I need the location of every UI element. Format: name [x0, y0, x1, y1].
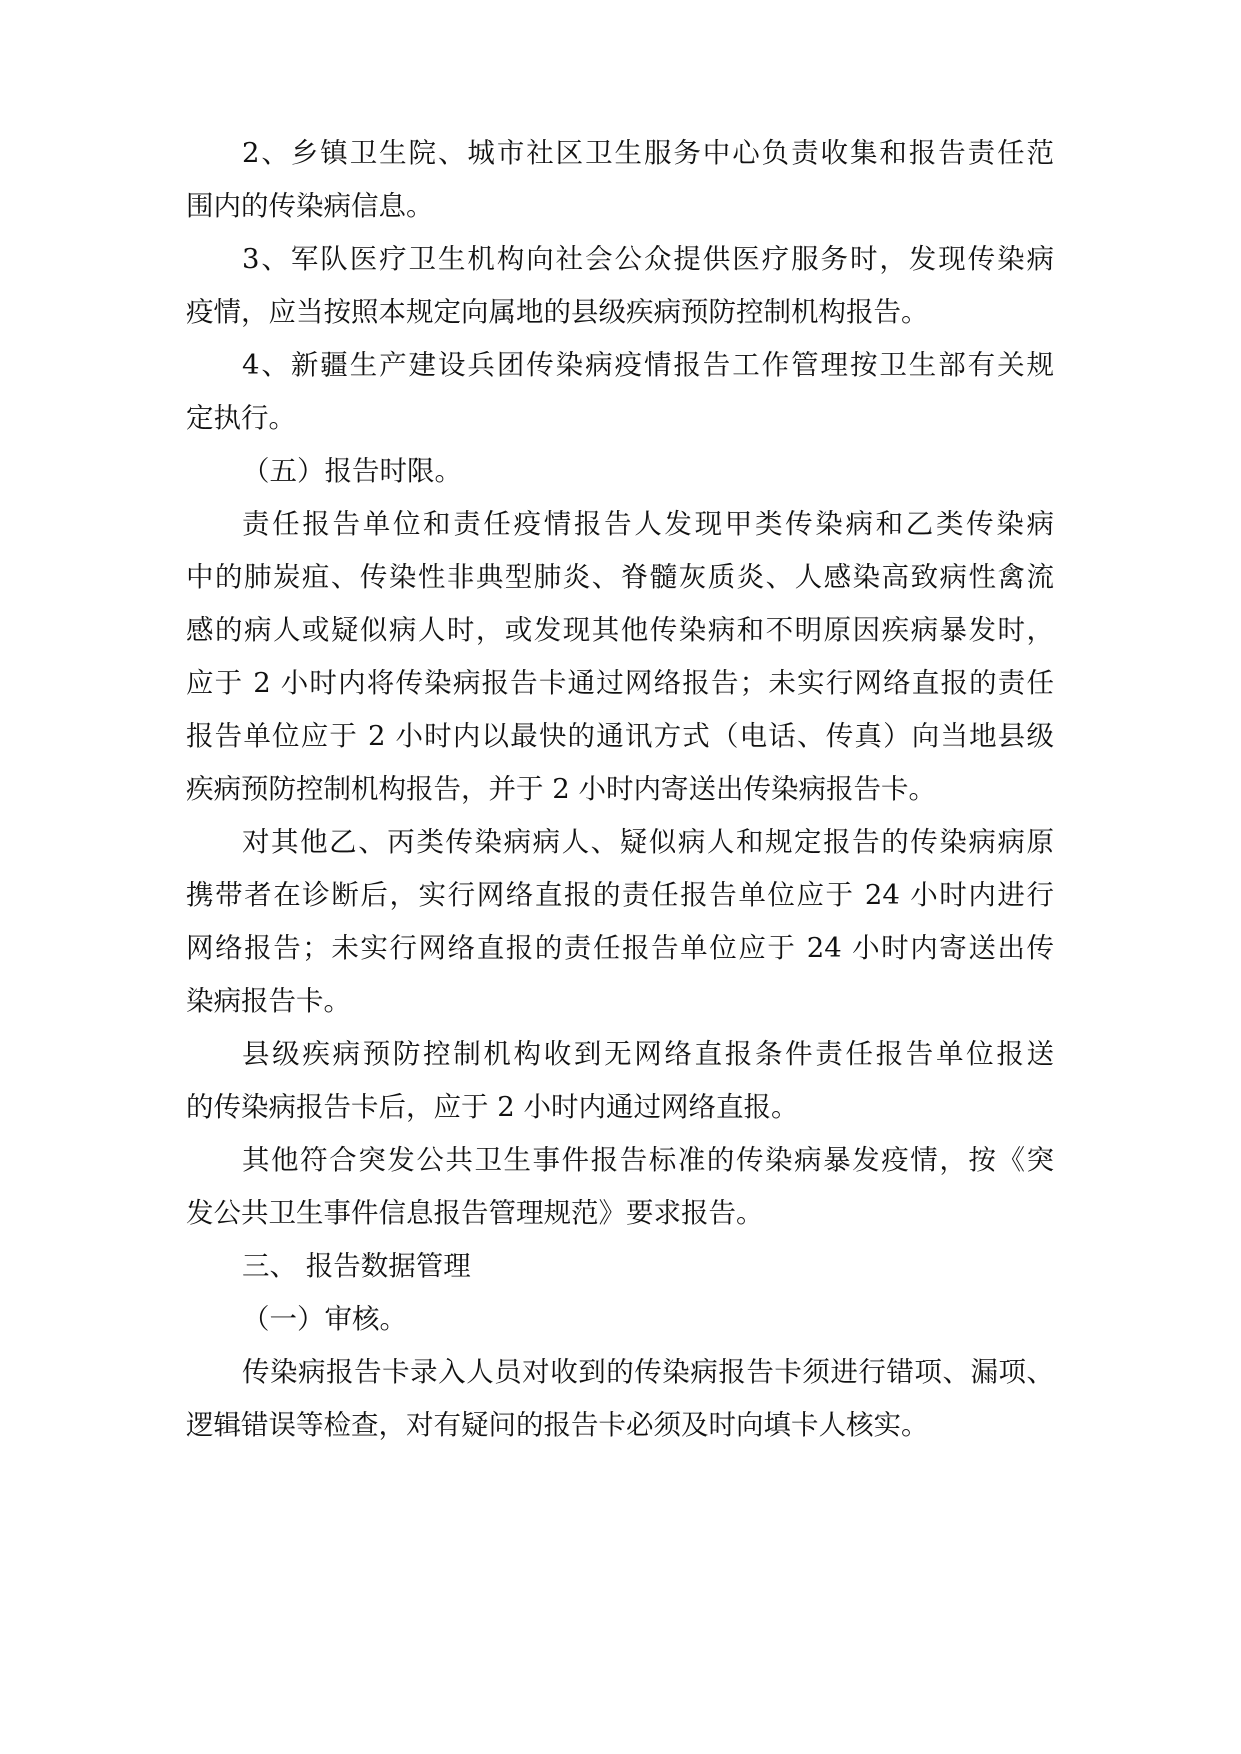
text-line: 责任报告单位和责任疫情报告人发现甲类传染病和乙类传染病 [242, 508, 1054, 540]
text-line: 对其他乙、丙类传染病病人、疑似病人和规定报告的传染病病原 [242, 826, 1054, 858]
text-line: 中的肺炭疽、传染性非典型肺炎、脊髓灰质炎、人感染高致病性禽流 [186, 561, 1054, 593]
text-line: 3、军队医疗卫生机构向社会公众提供医疗服务时，发现传染病 [242, 243, 1054, 275]
text-line: 应于 2 小时内将传染病报告卡通过网络报告；未实行网络直报的责任 [186, 667, 1054, 699]
text-line: 2、乡镇卫生院、城市社区卫生服务中心负责收集和报告责任范 [242, 137, 1054, 169]
text-line: 发公共卫生事件信息报告管理规范》要求报告。 [186, 1197, 764, 1229]
text-line: 传染病报告卡录入人员对收到的传染病报告卡须进行错项、漏项、 [242, 1356, 1054, 1388]
text-line: 县级疾病预防控制机构收到无网络直报条件责任报告单位报送 [242, 1038, 1054, 1070]
section-heading: 三、 报告数据管理 [242, 1250, 471, 1282]
text-line: 感的病人或疑似病人时，或发现其他传染病和不明原因疾病暴发时， [186, 614, 1054, 646]
text-line: 定执行。 [186, 402, 296, 434]
text-line: 染病报告卡。 [186, 985, 351, 1017]
text-line: 携带者在诊断后，实行网络直报的责任报告单位应于 24 小时内进行 [186, 879, 1054, 911]
text-line: 网络报告；未实行网络直报的责任报告单位应于 24 小时内寄送出传 [186, 932, 1054, 964]
text-line: 的传染病报告卡后，应于 2 小时内通过网络直报。 [186, 1091, 799, 1123]
text-line: 围内的传染病信息。 [186, 190, 434, 222]
text-line: 疫情，应当按照本规定向属地的县级疾病预防控制机构报告。 [186, 296, 929, 328]
text-line: 报告单位应于 2 小时内以最快的通讯方式（电话、传真）向当地县级 [186, 720, 1054, 752]
text-line: 其他符合突发公共卫生事件报告标准的传染病暴发疫情，按《突 [242, 1144, 1054, 1176]
text-line: 疾病预防控制机构报告，并于 2 小时内寄送出传染病报告卡。 [186, 773, 936, 805]
text-line: 4、新疆生产建设兵团传染病疫情报告工作管理按卫生部有关规 [242, 349, 1054, 381]
subsection-heading: （一）审核。 [242, 1303, 407, 1335]
text-line: 逻辑错误等检查，对有疑问的报告卡必须及时向填卡人核实。 [186, 1409, 929, 1441]
section-heading: （五）报告时限。 [242, 455, 462, 487]
